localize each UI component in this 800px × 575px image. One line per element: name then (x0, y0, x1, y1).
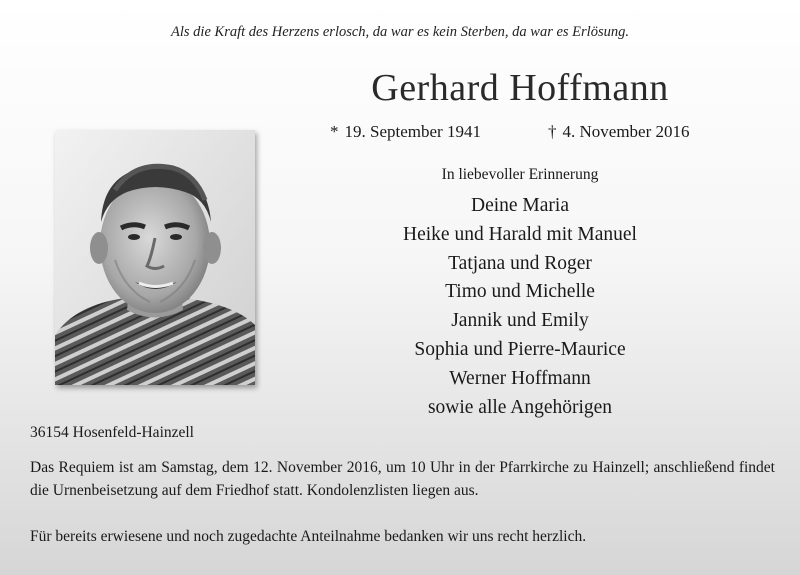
portrait-photo (55, 130, 255, 385)
address-line: 36154 Hosenfeld-Hainzell (30, 424, 194, 441)
remembrance-intro: In liebevoller Erinnerung (441, 166, 599, 183)
death-date: 4. November 2016 (562, 122, 690, 141)
deceased-name: Gerhard Hoffmann (371, 67, 669, 109)
mourner-line: Deine Maria (471, 195, 569, 216)
mourner-line: sowie alle Angehörigen (427, 396, 613, 418)
death-cross-icon: † (548, 122, 557, 141)
birth-line (330, 122, 481, 142)
death-line (548, 122, 690, 142)
birth-date: 19. September 1941 (344, 122, 481, 141)
mourner-line: Tatjana und Roger (448, 252, 592, 274)
mourner-line: Sophia und Pierre-Maurice (414, 338, 626, 360)
mourner-line: Jannik und Emily (451, 310, 589, 332)
thanks-line: Für bereits erwiesene und noch zugedachte Anteilnahme bedanken wir uns recht herzlich. (30, 528, 587, 545)
requiem-paragraph: Das Requiem ist am Samstag, dem 12. November 2016, um 10 Uhr in der Pfarrkirche zu Hainzell; anschließend findet die Urnenbeisetzung auf dem Friedhof statt. Kondolenzlisten liegen aus. (30, 459, 775, 499)
motto-quote: Als die Kraft des Herzens erlosch, da war es kein Sterben, da war es Erlösung. (171, 24, 629, 40)
mourner-line: Timo und Michelle (445, 281, 595, 303)
mourner-line: Werner Hoffmann (449, 367, 591, 389)
birth-star-icon: * (330, 122, 339, 141)
mourners-list (300, 192, 740, 422)
mourner-line: Heike und Harald mit Manuel (403, 223, 637, 245)
